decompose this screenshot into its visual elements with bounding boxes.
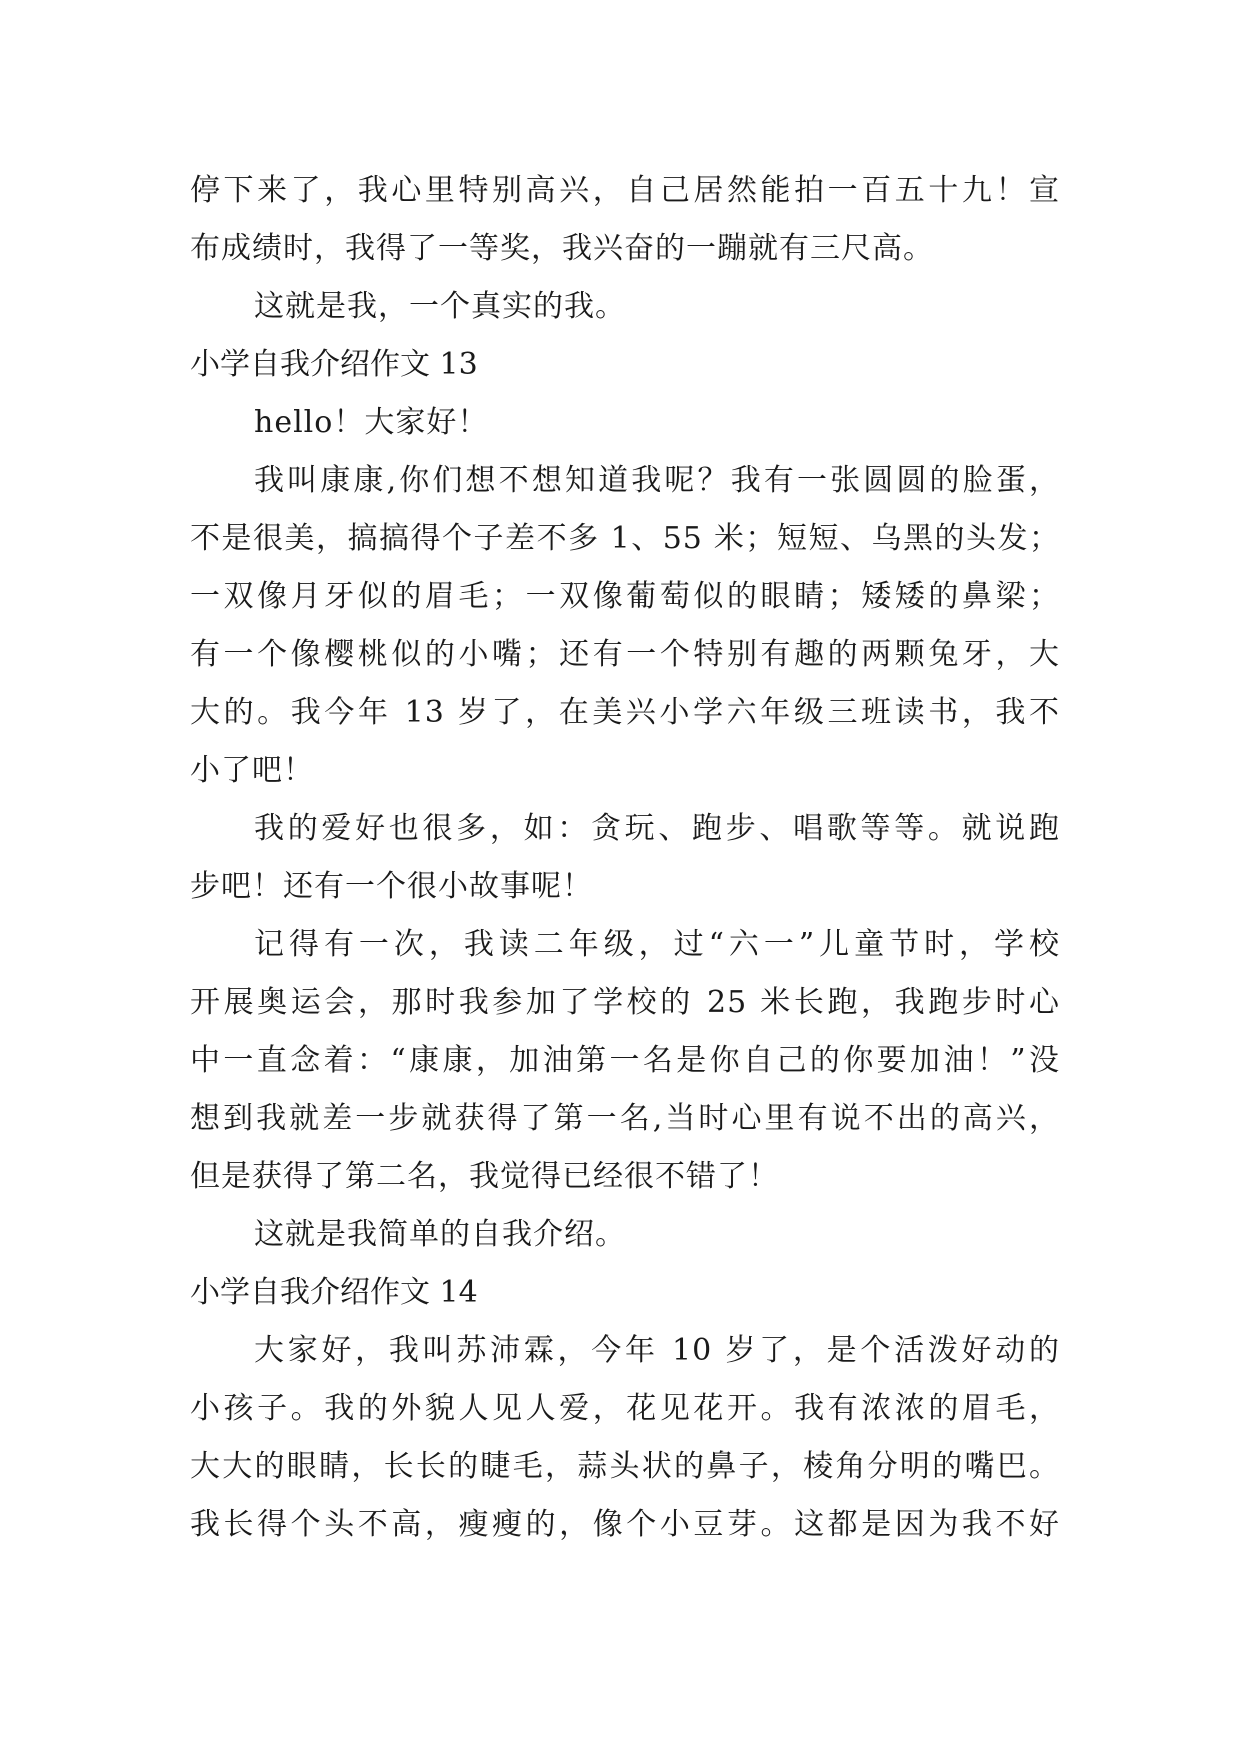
paragraph-start: hello！大家好！ — [254, 405, 489, 440]
text-line: 有一个像樱桃似的小嘴；还有一个特别有趣的两颗兔牙，大 — [190, 637, 1060, 672]
paragraph-start: 记得有一次，我读二年级，过“六一”儿童节时，学校 — [254, 927, 1060, 962]
text-line: 我长得个头不高，瘦瘦的，像个小豆芽。这都是因为我不好 — [190, 1507, 1060, 1542]
text-line: 小了吧！ — [190, 753, 314, 788]
text-line: 小孩子。我的外貌人见人爱，花见花开。我有浓浓的眉毛， — [190, 1391, 1060, 1426]
text-line: 一双像月牙似的眉毛；一双像葡萄似的眼睛；矮矮的鼻梁； — [190, 579, 1060, 614]
text-line: 大的。我今年 13 岁了，在美兴小学六年级三班读书，我不 — [190, 695, 1060, 730]
text-line: 不是很美，搞搞得个子差不多 1、55 米；短短、乌黑的头发； — [190, 521, 1060, 556]
text-line: 想到我就差一步就获得了第一名,当时心里有说不出的高兴， — [190, 1101, 1060, 1136]
text-line: 布成绩时，我得了一等奖，我兴奋的一蹦就有三尺高。 — [190, 231, 934, 266]
paragraph-start: 大家好，我叫苏沛霖，今年 10 岁了，是个活泼好动的 — [254, 1333, 1060, 1368]
text-line: 停下来了，我心里特别高兴，自己居然能拍一百五十九！宣 — [190, 173, 1060, 208]
paragraph-start: 我叫康康,你们想不想知道我呢？我有一张圆圆的脸蛋， — [254, 463, 1060, 498]
text-line: 但是获得了第二名，我觉得已经很不错了！ — [190, 1159, 779, 1194]
section-heading: 小学自我介绍作文 13 — [190, 347, 478, 382]
text-line: 大大的眼睛，长长的睫毛，蒜头状的鼻子，棱角分明的嘴巴。 — [190, 1449, 1060, 1484]
paragraph-start: 我的爱好也很多，如：贪玩、跑步、唱歌等等。就说跑 — [254, 811, 1060, 846]
text-line: 中一直念着：“康康，加油第一名是你自己的你要加油！”没 — [190, 1043, 1060, 1078]
document-body — [190, 162, 1060, 1554]
paragraph-start: 这就是我，一个真实的我。 — [254, 289, 626, 324]
text-line: 步吧！还有一个很小故事呢！ — [190, 869, 593, 904]
section-heading: 小学自我介绍作文 14 — [190, 1275, 478, 1310]
paragraph-start: 这就是我简单的自我介绍。 — [254, 1217, 626, 1252]
text-line: 开展奥运会，那时我参加了学校的 25 米长跑，我跑步时心 — [190, 985, 1060, 1020]
